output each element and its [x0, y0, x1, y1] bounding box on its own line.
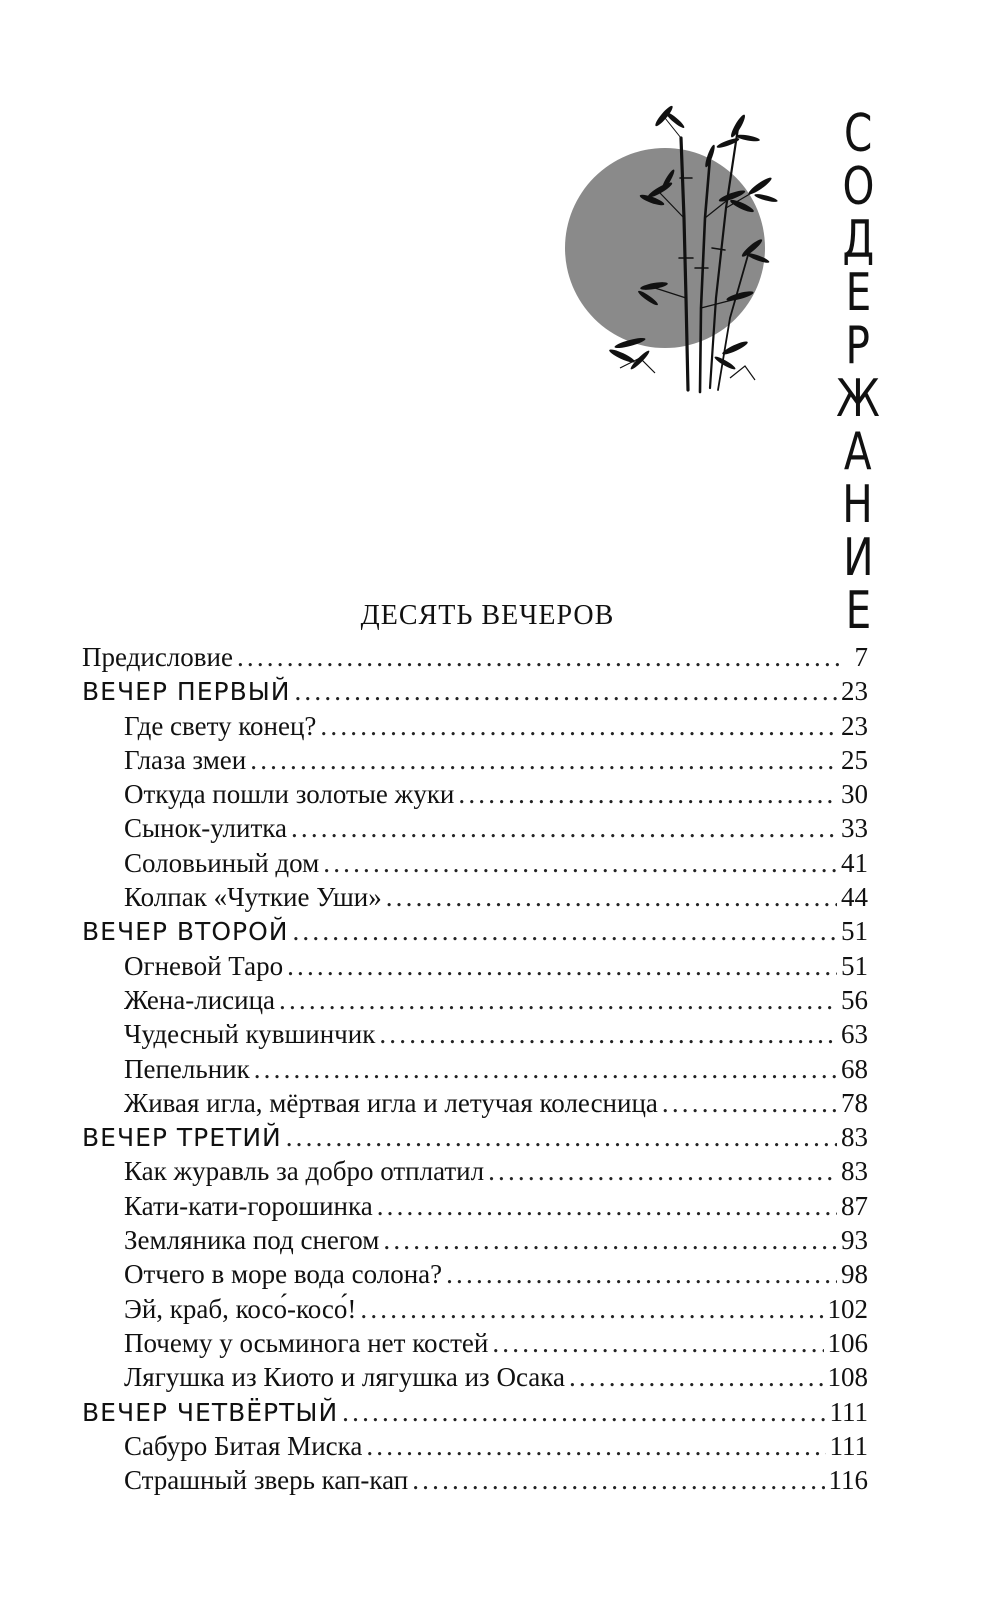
toc-section-row[interactable]: [82, 1395, 868, 1429]
toc-leader-dots: [279, 983, 837, 1017]
toc-entry-title: Откуда пошли золотые жуки: [124, 779, 455, 810]
toc-section-row[interactable]: [82, 1120, 868, 1154]
toc-entry-title: Жена-лисица: [124, 984, 276, 1015]
toc-entry-title: Пепельник: [124, 1053, 250, 1084]
toc-entry-row[interactable]: [82, 1326, 868, 1360]
toc-entry-row[interactable]: [82, 1463, 868, 1497]
toc-leader-dots: [379, 1017, 837, 1051]
toc-leader-dots: [446, 1257, 837, 1291]
toc-entry-title: Огневой Таро: [124, 950, 284, 981]
toc-page-number: 30: [841, 779, 868, 810]
toc-entry-title: Где свету конец?: [124, 710, 317, 741]
toc-entry-row[interactable]: [82, 1052, 868, 1086]
toc-leader-dots: [294, 674, 837, 708]
toc-page-number: 51: [841, 950, 868, 981]
toc-leader-dots: [250, 743, 837, 777]
toc-entry-title: Отчего в море вода солона?: [124, 1259, 443, 1290]
table-of-contents: [82, 640, 868, 1497]
moon-bamboo-icon: [560, 98, 810, 398]
toc-entry-title: Кати-кати-горошинка: [124, 1190, 373, 1221]
toc-entry-row[interactable]: [82, 811, 868, 845]
toc-leader-dots: [286, 1120, 837, 1154]
toc-leader-dots: [254, 1052, 837, 1086]
toc-leader-dots: [458, 777, 837, 811]
toc-page-number: 111: [829, 1396, 868, 1427]
toc-page-number: 25: [841, 744, 868, 775]
toc-leader-dots: [366, 1429, 825, 1463]
toc-entry-title: ВЕЧЕР ЧЕТВЁРТЫЙ: [82, 1397, 339, 1427]
toc-page-number: 102: [827, 1293, 868, 1324]
toc-leader-dots: [412, 1463, 824, 1497]
title-letter: И: [842, 528, 874, 588]
toc-entry-title: Сабуро Битая Миска: [124, 1430, 363, 1461]
toc-entry-row[interactable]: [82, 1292, 868, 1326]
toc-page-number: 23: [841, 676, 868, 707]
toc-entry-title: Земляника под снегом: [124, 1225, 380, 1256]
toc-page-number: 68: [841, 1053, 868, 1084]
toc-page-number: 83: [841, 1122, 868, 1153]
title-letter: Р: [845, 316, 871, 376]
toc-page-number: 108: [827, 1362, 868, 1393]
toc-section-row[interactable]: [82, 674, 868, 708]
title-letter: Ж: [836, 369, 880, 429]
toc-leader-dots: [377, 1189, 837, 1223]
toc-entry-title: ВЕЧЕР ПЕРВЫЙ: [82, 677, 291, 707]
toc-entry-row[interactable]: [82, 1017, 868, 1051]
toc-leader-dots: [569, 1360, 824, 1394]
toc-section-row[interactable]: [82, 914, 868, 948]
moon-disc: [565, 148, 765, 348]
toc-page-number: 56: [841, 984, 868, 1015]
toc-page-number: 98: [841, 1259, 868, 1290]
toc-entry-row[interactable]: [82, 1086, 868, 1120]
toc-entry-title: Почему у осьминога нет костей: [124, 1327, 489, 1358]
toc-page-number: 78: [841, 1087, 868, 1118]
toc-entry-row[interactable]: [82, 880, 868, 914]
toc-leader-dots: [488, 1154, 837, 1188]
toc-page-number: 23: [841, 710, 868, 741]
toc-leader-dots: [292, 914, 837, 948]
toc-entry-row[interactable]: [82, 846, 868, 880]
toc-leader-dots: [360, 1292, 823, 1326]
toc-page-number: 33: [841, 813, 868, 844]
toc-leader-dots: [320, 709, 837, 743]
title-letter: О: [842, 157, 874, 217]
toc-entry-title: Живая игла, мёртвая игла и летучая колесница: [124, 1087, 658, 1118]
toc-entry-title: Чудесный кувшинчик: [124, 1019, 376, 1050]
toc-entry-title: ВЕЧЕР ТРЕТИЙ: [82, 1123, 282, 1153]
toc-entry-title: Страшный зверь кап-кап: [124, 1465, 409, 1496]
toc-leader-dots: [237, 640, 844, 674]
toc-entry-title: Предисловие: [82, 642, 233, 672]
title-letter: С: [843, 104, 873, 164]
title-letter: Е: [845, 581, 871, 641]
toc-page-number: 7: [854, 642, 868, 672]
toc-page-number: 87: [841, 1190, 868, 1221]
toc-entry-row[interactable]: [82, 1257, 868, 1291]
toc-leader-dots: [291, 811, 837, 845]
toc-entry-row[interactable]: [82, 983, 868, 1017]
toc-leader-dots: [662, 1086, 837, 1120]
title-letter: Н: [842, 475, 874, 535]
toc-entry-title: ВЕЧЕР ВТОРОЙ: [82, 917, 289, 947]
toc-entry-row[interactable]: [82, 1223, 868, 1257]
toc-page-number: 111: [829, 1430, 868, 1461]
section-title: ДЕСЯТЬ ВЕЧЕРОВ: [360, 600, 615, 631]
title-letter: Д: [842, 210, 874, 270]
toc-leader-dots: [342, 1395, 825, 1429]
page-title: [828, 104, 888, 641]
toc-entry-title: Соловьиный дом: [124, 847, 320, 878]
toc-entry-row[interactable]: [82, 1189, 868, 1223]
toc-leader-dots: [492, 1326, 823, 1360]
title-letter: А: [844, 422, 872, 482]
toc-page-number: 44: [841, 882, 868, 913]
toc-entry-row[interactable]: [82, 743, 868, 777]
toc-entry-row[interactable]: [82, 709, 868, 743]
toc-entry-row[interactable]: [82, 640, 868, 674]
toc-entry-row[interactable]: [82, 1154, 868, 1188]
toc-leader-dots: [386, 880, 837, 914]
toc-page-number: 83: [841, 1156, 868, 1187]
toc-page-number: 116: [828, 1465, 868, 1496]
toc-entry-title: Лягушка из Киото и лягушка из Осака: [124, 1362, 565, 1393]
toc-page-number: 63: [841, 1019, 868, 1050]
toc-entry-title: Сынок-улитка: [124, 813, 287, 844]
toc-page-number: 106: [827, 1327, 868, 1358]
toc-entry-row[interactable]: [82, 1429, 868, 1463]
toc-entry-title: Как журавль за добро отплатил: [124, 1156, 485, 1187]
toc-leader-dots: [383, 1223, 837, 1257]
toc-entry-row[interactable]: [82, 949, 868, 983]
toc-entry-title: Колпак «Чуткие Уши»: [124, 882, 382, 913]
toc-entry-title: Глаза змеи: [124, 744, 247, 775]
toc-page-number: 41: [841, 847, 868, 878]
toc-leader-dots: [287, 949, 837, 983]
toc-page-number: 93: [841, 1225, 868, 1256]
toc-leader-dots: [323, 846, 837, 880]
toc-entry-title: Эй, краб, косо́-косо́!: [124, 1293, 357, 1324]
toc-entry-row[interactable]: [82, 777, 868, 811]
toc-entry-row[interactable]: [82, 1360, 868, 1394]
title-letter: Е: [845, 263, 871, 323]
toc-page-number: 51: [841, 916, 868, 947]
